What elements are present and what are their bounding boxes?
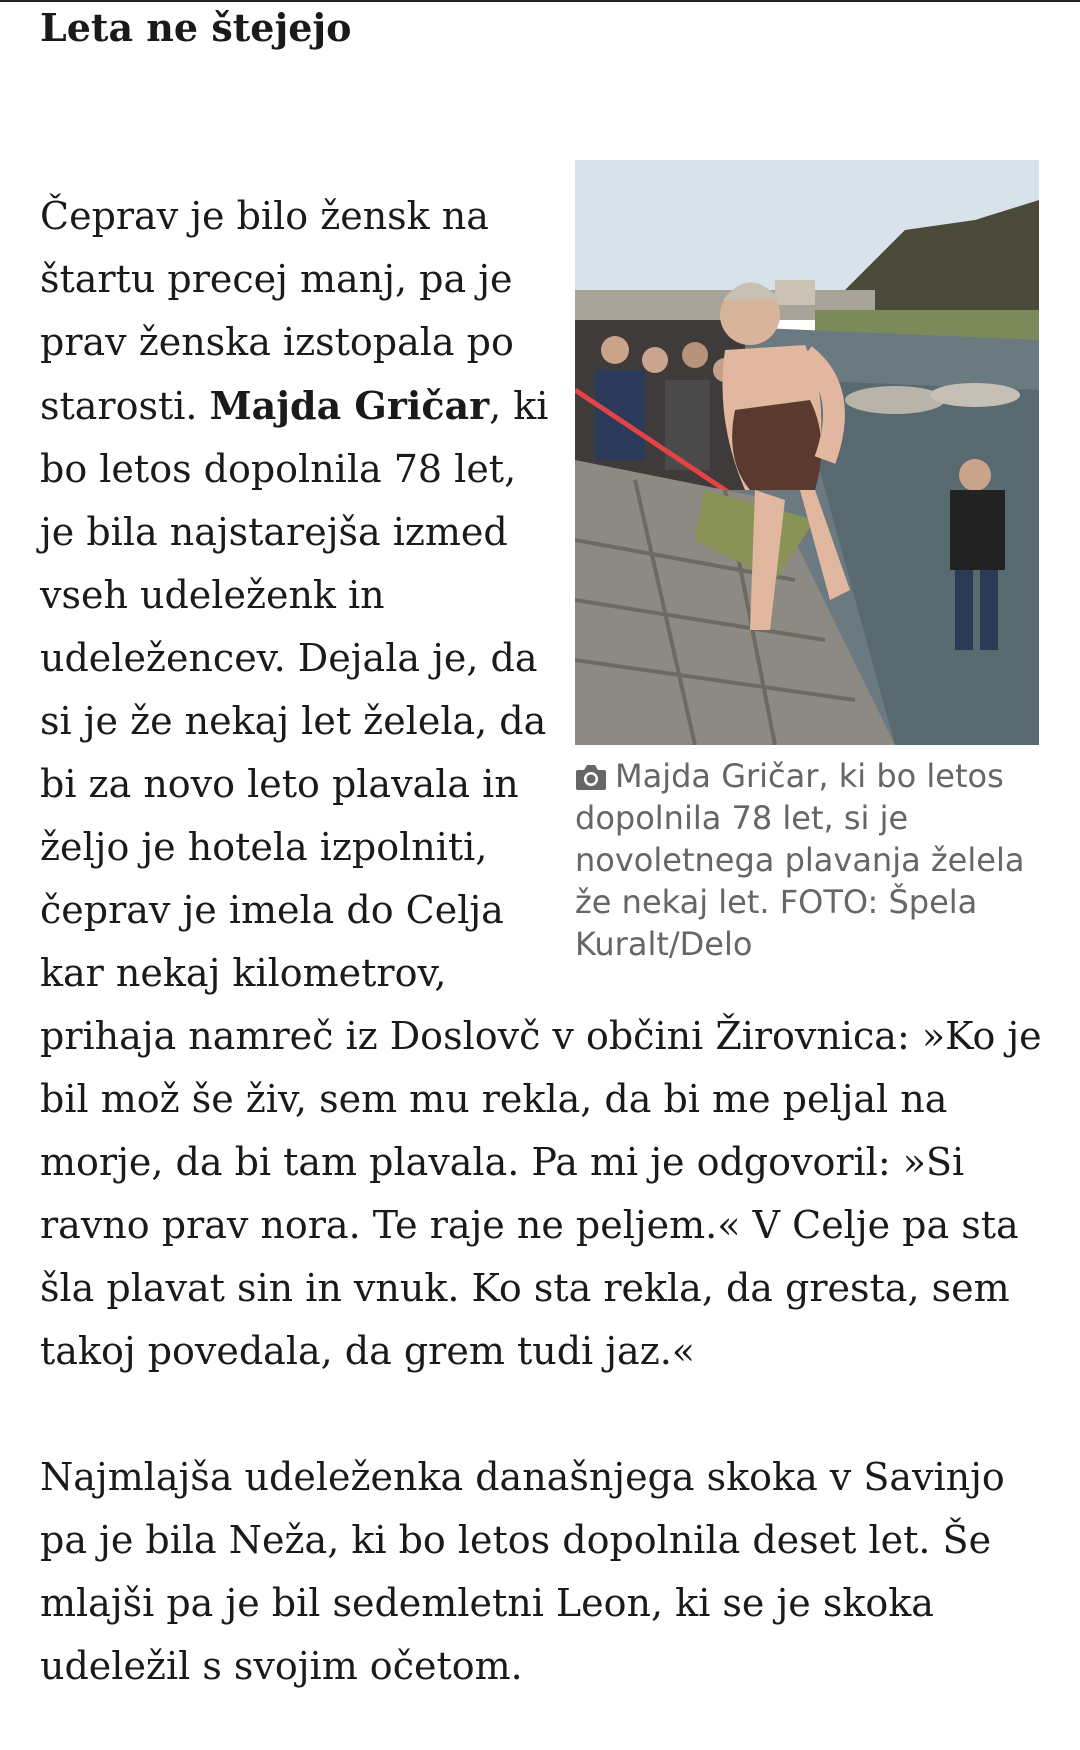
article-body xyxy=(40,185,1045,1698)
photo-figure xyxy=(575,160,1045,965)
camera-icon xyxy=(575,763,607,791)
section-heading: Leta ne štejejo xyxy=(40,5,352,50)
photo-caption xyxy=(575,755,1045,965)
paragraph-2: Najmlajša udeleženka današnjega skoka v Savinjo pa je bila Neža, ki bo letos dopolnila deset let. Še mlajši pa je bil sedemletni Leon, ki se je skoka udeležil s svojim očetom. xyxy=(40,1455,1005,1688)
paragraph-1-rest: , ki bo letos dopolnila 78 let, je bila najstarejša izmed vseh udeleženk in udeležencev. Dejala je, da si je že nekaj let želela, da bi za novo leto plavala in željo je hotela izpolniti, čeprav je imela do Celja kar nekaj kilometrov, prihaja namreč iz Doslovč v občini Žirovnica: »Ko je bil mož še živ, sem mu rekla, da bi me peljal na morje, da bi tam plavala. Pa mi je odgovoril: »Si ravno prav nora. Te raje ne peljem.« V Celje pa sta šla plavat sin in vnuk. Ko sta rekla, da gresta, sem takoj povedala, da grem tudi jaz.« xyxy=(40,384,1042,1373)
article-photo[interactable] xyxy=(575,160,1039,745)
person-name: Majda Gričar xyxy=(209,383,490,428)
caption-text: Majda Gričar, ki bo letos dopolnila 78 let, si je novoletnega plavanja želela že nekaj let. FOTO: Špela Kuralt/Delo xyxy=(575,757,1025,963)
paragraph-1-intro: Čeprav je bilo žensk na štartu precej manj, pa je prav ženska izstopala po starosti. xyxy=(40,194,514,428)
